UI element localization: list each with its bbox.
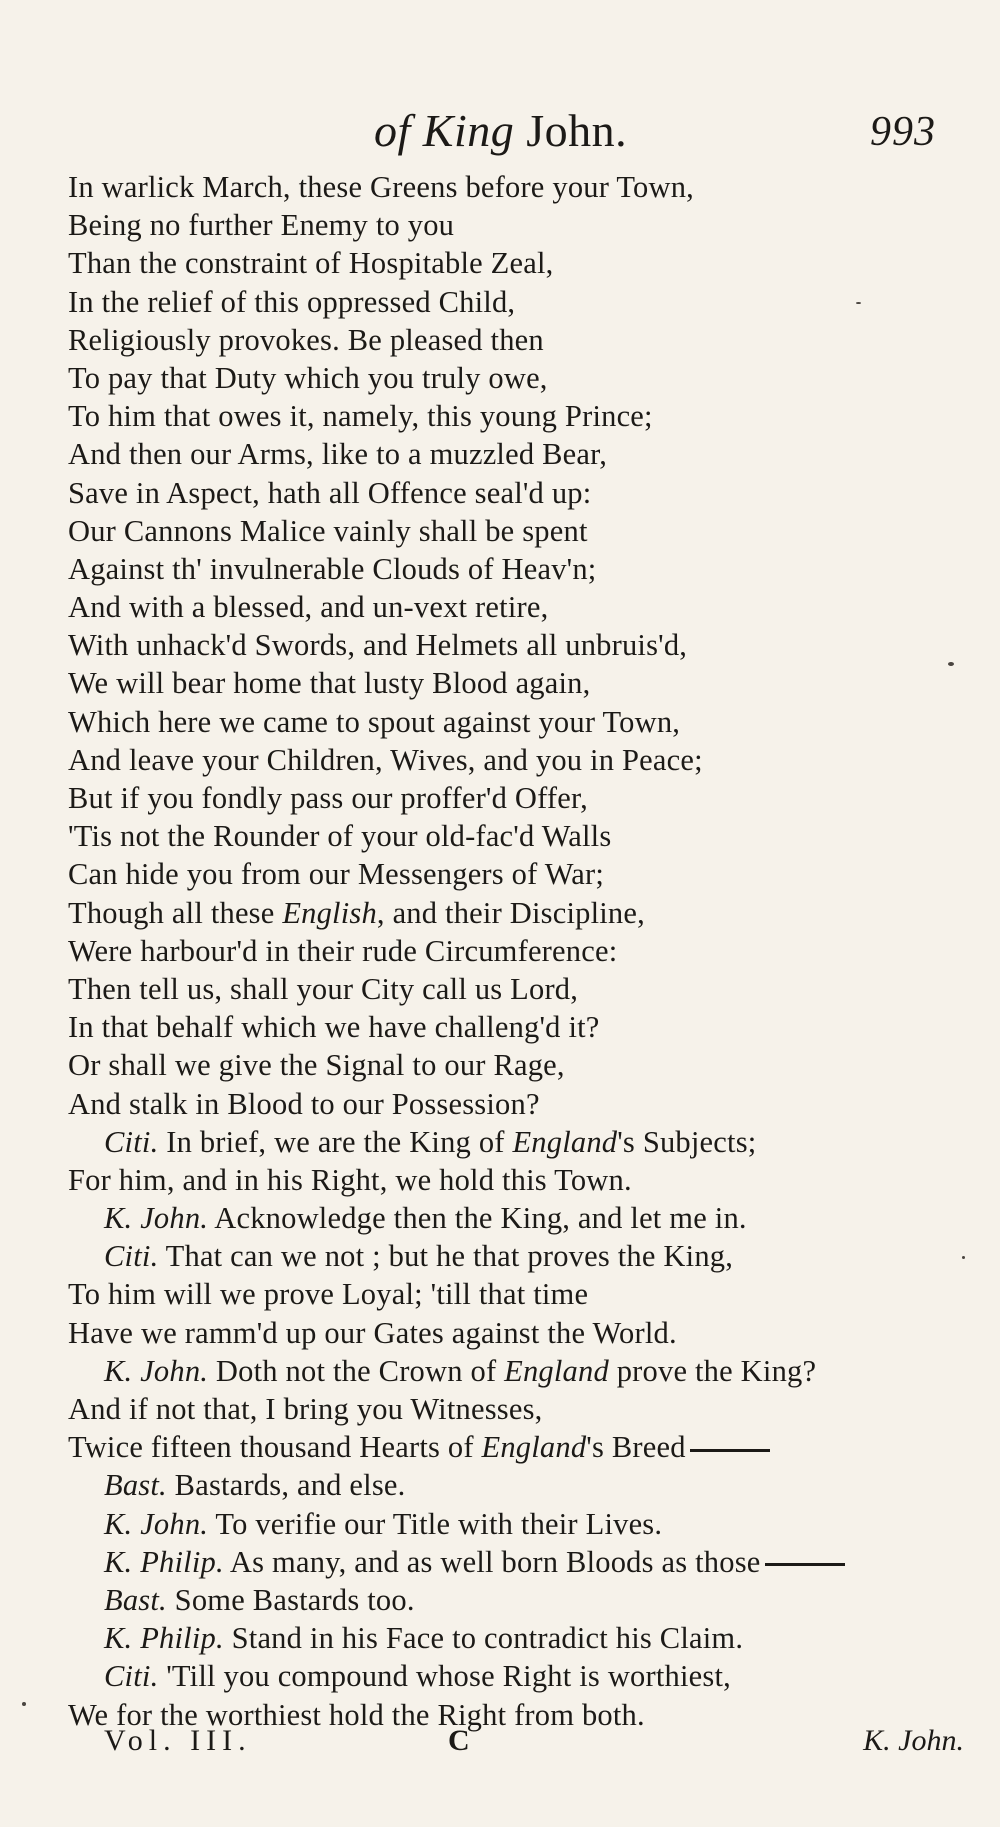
verse-line xyxy=(68,932,968,970)
running-title xyxy=(374,104,627,157)
verse-line xyxy=(68,1314,968,1352)
verse-line xyxy=(68,168,968,206)
line-text: Against th' invulnerable Clouds of Heav'n; xyxy=(68,551,597,586)
line-text: To him will we prove Loyal; 'till that time xyxy=(68,1277,589,1312)
paper-speck xyxy=(22,1702,26,1706)
line-text: Our Cannons Malice vainly shall be spent xyxy=(68,513,588,548)
line-text: Have we ramm'd up our Gates against the World. xyxy=(68,1315,677,1350)
line-text: Religiously provokes. Be pleased then xyxy=(68,322,544,357)
line-text: To him that owes it, namely, this young Prince; xyxy=(68,399,653,434)
speaker-name: Citi. xyxy=(104,1239,159,1274)
verse-line xyxy=(68,435,968,473)
italic-word: England xyxy=(512,1124,618,1159)
line-text: Or shall we give the Signal to our Rage, xyxy=(68,1048,565,1083)
verse-line xyxy=(68,1161,968,1199)
verse-line xyxy=(68,512,968,550)
speaker-name: K. Philip. xyxy=(104,1544,224,1579)
italic-word: English xyxy=(282,895,377,930)
speaker-name: Citi. xyxy=(104,1659,159,1694)
verse-line xyxy=(68,283,968,321)
line-text: That can we not ; but he that proves the King, xyxy=(158,1239,734,1274)
line-text: And then our Arms, like to a muzzled Bear, xyxy=(68,437,608,472)
line-text: 'Tis not the Rounder of your old-fac'd Walls xyxy=(68,819,612,854)
running-title-italic: of King xyxy=(374,105,527,156)
verse-line xyxy=(68,1390,968,1428)
speaker-name: K. John. xyxy=(104,1506,209,1541)
line-text: Were harbour'd in their rude Circumference: xyxy=(68,933,618,968)
em-dash-rule xyxy=(765,1563,845,1566)
verse-line xyxy=(68,1085,968,1123)
paper-speck xyxy=(962,1256,965,1259)
verse-line xyxy=(68,244,968,282)
signature-mark: C xyxy=(448,1724,470,1757)
line-text: Can hide you from our Messengers of War; xyxy=(68,857,605,892)
verse-line xyxy=(68,894,968,932)
line-text: 's Breed xyxy=(586,1430,686,1465)
verse-line xyxy=(68,359,968,397)
speaker-name: Citi. xyxy=(104,1124,159,1159)
speaker-name: Bast. xyxy=(104,1468,167,1503)
line-text: Stand in his Face to contradict his Claim. xyxy=(223,1621,744,1656)
speech-line xyxy=(68,1581,968,1619)
line-text: 's Subjects; xyxy=(617,1124,757,1159)
verse-line xyxy=(68,1428,968,1466)
line-text: For him, and in his Right, we hold this Town. xyxy=(68,1162,632,1197)
line-text: In brief, we are the King of xyxy=(158,1124,513,1159)
line-text: Than the constraint of Hospitable Zeal, xyxy=(68,246,554,281)
speaker-name: K. Philip. xyxy=(104,1621,224,1656)
running-title-roman: John. xyxy=(526,105,628,156)
verse-line xyxy=(68,550,968,588)
line-text: Which here we came to spout against your Town, xyxy=(68,704,681,739)
verse-line xyxy=(68,664,968,702)
line-text: Save in Aspect, hath all Offence seal'd up: xyxy=(68,475,592,510)
speaker-name: K. John. xyxy=(104,1353,209,1388)
page-header xyxy=(0,104,1000,164)
verse-line xyxy=(68,397,968,435)
italic-word: England xyxy=(504,1353,609,1388)
line-text: Though all these xyxy=(68,895,283,930)
line-text: As many, and as well born Bloods as those xyxy=(223,1544,761,1579)
line-text: To verifie our Title with their Lives. xyxy=(208,1506,663,1541)
speech-line xyxy=(68,1657,968,1695)
volume-label: Vol. III. xyxy=(104,1724,252,1757)
page-footer xyxy=(0,1724,1000,1774)
line-text: In the relief of this oppressed Child, xyxy=(68,284,516,319)
line-text: We will bear home that lusty Blood again, xyxy=(68,666,591,701)
catchword: K. John. xyxy=(863,1724,964,1757)
speaker-name: K. John. xyxy=(104,1201,209,1236)
line-text: And if not that, I bring you Witnesses, xyxy=(68,1392,543,1426)
line-text: 'Till you compound whose Right is worthiest, xyxy=(158,1659,731,1694)
line-text: And with a blessed, and un-vext retire, xyxy=(68,590,549,625)
line-text: In warlick March, these Greens before your Town, xyxy=(68,170,695,204)
page-number: 993 xyxy=(870,109,936,155)
speech-line xyxy=(68,1352,968,1390)
line-text: With unhack'd Swords, and Helmets all unbruis'd, xyxy=(68,628,688,663)
verse-line xyxy=(68,1008,968,1046)
line-text: prove the King? xyxy=(608,1353,817,1388)
line-text: Some Bastards too. xyxy=(166,1582,415,1617)
speech-line xyxy=(68,1199,968,1237)
speech-line xyxy=(68,1505,968,1543)
em-dash-rule xyxy=(690,1449,770,1452)
verse-line xyxy=(68,321,968,359)
verse-text xyxy=(68,168,968,1734)
line-text: We for the worthiest hold the Right from both. xyxy=(68,1697,645,1732)
line-text: And stalk in Blood to our Possession? xyxy=(68,1086,540,1121)
paper-speck xyxy=(856,302,861,304)
verse-line xyxy=(68,206,968,244)
verse-line xyxy=(68,1275,968,1313)
speech-line xyxy=(68,1543,968,1581)
line-text: But if you fondly pass our proffer'd Offer, xyxy=(68,781,588,815)
verse-line xyxy=(68,970,968,1008)
line-text: Doth not the Crown of xyxy=(208,1353,505,1388)
line-text: To pay that Duty which you truly owe, xyxy=(68,360,548,395)
line-text: , and their Discipline, xyxy=(376,895,645,930)
speech-line xyxy=(68,1123,968,1161)
line-text: Bastards, and else. xyxy=(166,1468,406,1503)
speech-line xyxy=(68,1619,968,1657)
verse-line xyxy=(68,703,968,741)
italic-word: England xyxy=(481,1430,587,1465)
verse-line xyxy=(68,741,968,779)
line-text: And leave your Children, Wives, and you in Peace; xyxy=(68,742,703,777)
line-text: In that behalf which we have challeng'd it? xyxy=(68,1010,600,1045)
paper-speck xyxy=(948,662,954,666)
speech-line xyxy=(68,1237,968,1275)
verse-line xyxy=(68,817,968,855)
line-text: Then tell us, shall your City call us Lord, xyxy=(68,971,579,1006)
line-text: Acknowledge then the King, and let me in. xyxy=(208,1201,747,1236)
speech-line xyxy=(68,1466,968,1504)
verse-line xyxy=(68,626,968,664)
verse-line xyxy=(68,474,968,512)
verse-line xyxy=(68,588,968,626)
verse-line xyxy=(68,1046,968,1084)
line-text: Twice fifteen thousand Hearts of xyxy=(68,1430,482,1465)
speaker-name: Bast. xyxy=(104,1582,167,1617)
verse-line xyxy=(68,779,968,817)
verse-line xyxy=(68,855,968,893)
line-text: Being no further Enemy to you xyxy=(68,208,455,243)
